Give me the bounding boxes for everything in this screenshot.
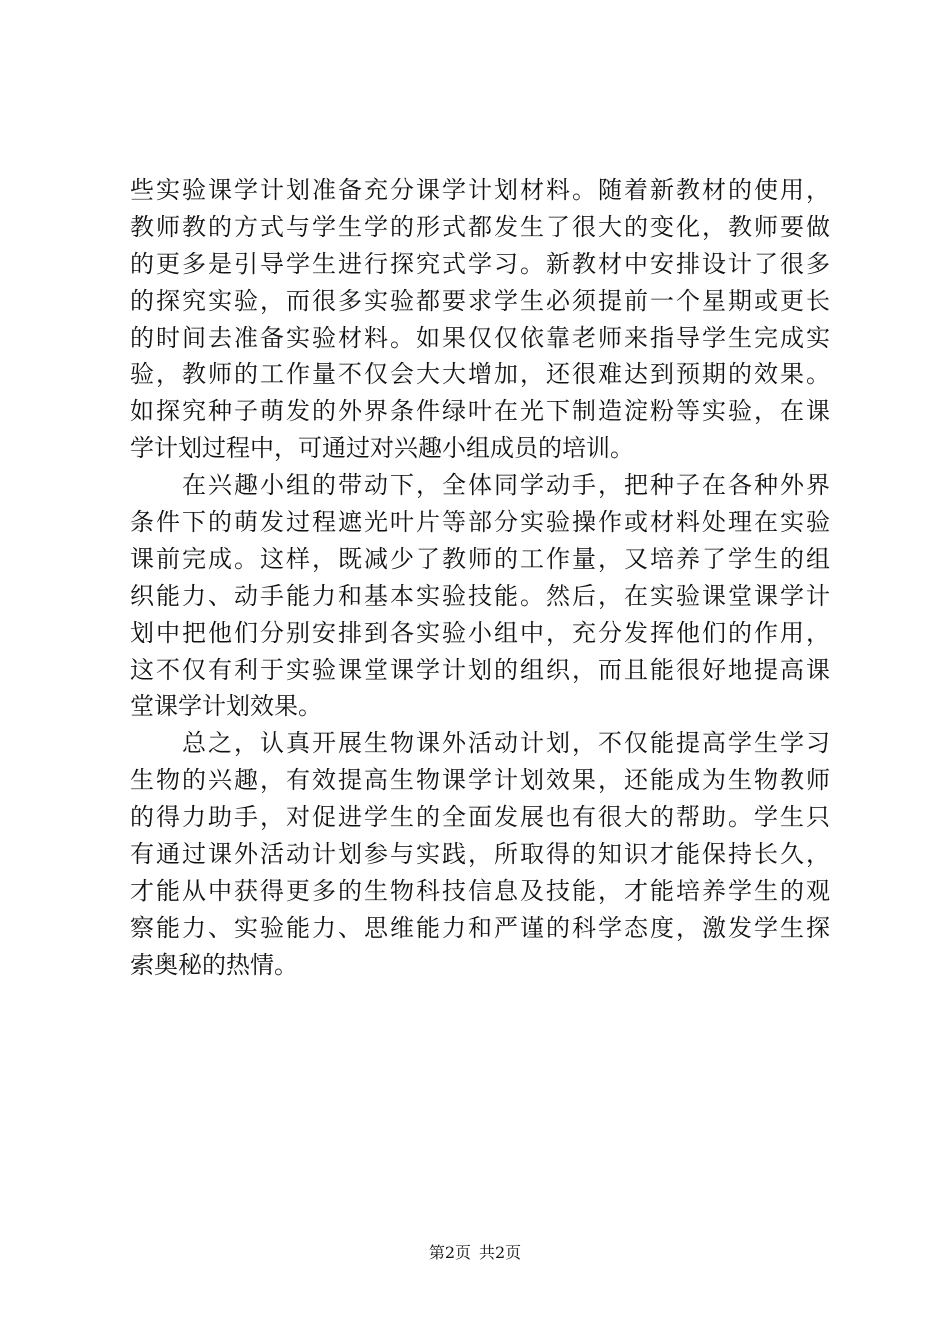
text-line: 些实验课学计划准备充分课学计划材料。随着新教材的使用，: [130, 176, 830, 204]
document-body: [130, 172, 830, 984]
text-line: 察能力、实验能力、思维能力和严谨的科学态度，激发学生探: [130, 913, 830, 942]
text-line: 才能从中获得更多的生物科技信息及技能，才能培养学生的观: [130, 876, 830, 905]
text-line: 的时间去准备实验材料。如果仅仅依靠老师来指导学生完成实: [130, 323, 830, 352]
text-line: 教师教的方式与学生学的形式都发生了很大的变化，教师要做: [130, 212, 830, 241]
text-line: 织能力、动手能力和基本实验技能。然后，在实验课堂课学计: [130, 581, 830, 610]
page-footer: [0, 1242, 950, 1264]
page-number-total: 共2页: [479, 1243, 522, 1262]
text-line: 的得力助手，对促进学生的全面发展也有很大的帮助。学生只: [130, 803, 830, 832]
text-line: 这不仅有利于实验课堂课学计划的组织，而且能很好地提高课: [130, 655, 830, 684]
text-line: 学计划过程中，可通过对兴趣小组成员的培训。: [130, 434, 634, 463]
text-line: 在兴趣小组的带动下，全体同学动手，把种子在各种外界: [130, 471, 830, 500]
text-line: 的更多是引导学生进行探究式学习。新教材中安排设计了很多: [130, 249, 830, 278]
text-line: 堂课学计划效果。: [130, 692, 322, 721]
text-line: 验，教师的工作量不仅会大大增加，还很难达到预期的效果。: [130, 360, 830, 389]
text-line: 索奥秘的热情。: [130, 950, 298, 979]
text-line: 课前完成。这样，既减少了教师的工作量，又培养了学生的组: [130, 544, 830, 573]
text-line: 总之，认真开展生物课外活动计划，不仅能提高学生学习: [130, 729, 830, 758]
page-number-current: 第2页: [428, 1243, 471, 1262]
text-line: 有通过课外活动计划参与实践，所取得的知识才能保持长久，: [130, 840, 830, 869]
text-line: 的探究实验，而很多实验都要求学生必须提前一个星期或更长: [130, 286, 830, 315]
text-line: 划中把他们分别安排到各实验小组中，充分发挥他们的作用，: [130, 618, 830, 647]
text-line: 条件下的萌发过程遮光叶片等部分实验操作或材料处理在实验: [130, 508, 830, 537]
text-line: 生物的兴趣，有效提高生物课学计划效果，还能成为生物教师: [130, 766, 830, 795]
text-line: 如探究种子萌发的外界条件绿叶在光下制造淀粉等实验，在课: [130, 397, 830, 426]
